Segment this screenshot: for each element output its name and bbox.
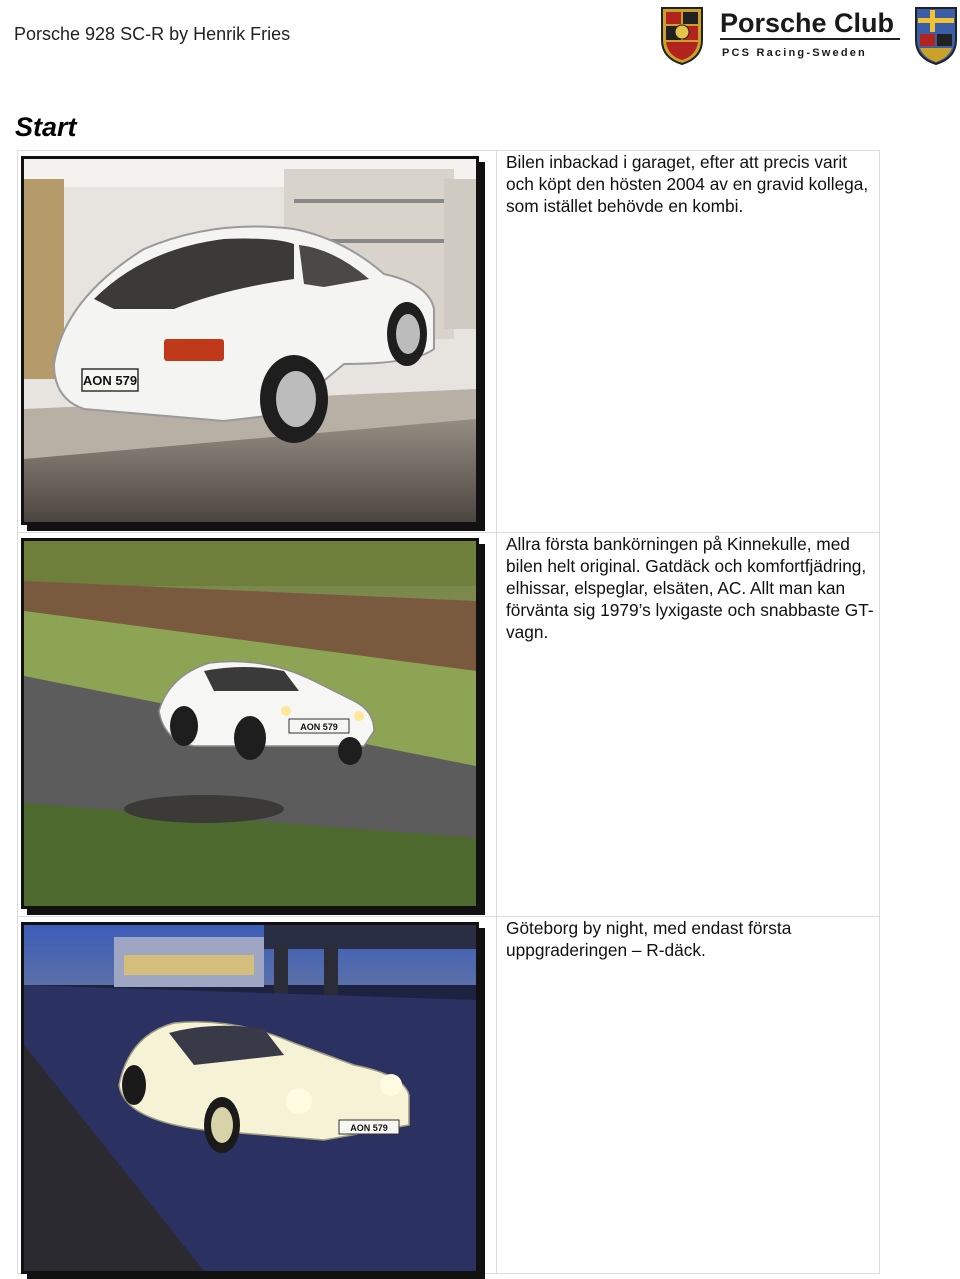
license-plate: AON 579	[82, 373, 138, 388]
porsche-crest-icon	[662, 8, 702, 64]
logo-wordmark: Porsche Club	[720, 8, 895, 38]
photo-cell	[18, 533, 497, 916]
table-row	[18, 916, 879, 1273]
section-heading: Start	[15, 112, 77, 142]
porsche-club-logo	[656, 2, 960, 68]
track-photo	[21, 538, 479, 909]
document-header-title: Porsche 928 SC-R by Henrik Fries	[14, 24, 291, 44]
table-row	[18, 532, 879, 916]
photo-cell	[18, 151, 497, 532]
photo-table	[17, 150, 880, 1274]
photo-cell	[18, 917, 497, 1273]
logo-subtitle: PCS Racing-Sweden	[722, 47, 867, 59]
night-photo	[21, 922, 479, 1274]
garage-photo	[21, 156, 479, 525]
sweden-crest-icon	[916, 8, 956, 64]
photo-caption: Bilen inbackad i garaget, efter att precis varit och köpt den hösten 2004 av en gravid kollega, som istället behövde en kombi.	[506, 152, 869, 216]
photo-caption: Allra första bankörningen på Kinnekulle, med bilen helt original. Gatdäck och komfortfjädring, elhissar, elspeglar, elsäten, AC. Allt man kan förvänta sig 1979’s lyxigaste och snabbaste GT-vagn.	[506, 534, 874, 642]
photo-caption: Göteborg by night, med endast första uppgraderingen – R-däck.	[506, 918, 792, 960]
table-row	[18, 151, 879, 532]
license-plate: AON 579	[350, 1123, 388, 1133]
license-plate: AON 579	[300, 722, 338, 732]
